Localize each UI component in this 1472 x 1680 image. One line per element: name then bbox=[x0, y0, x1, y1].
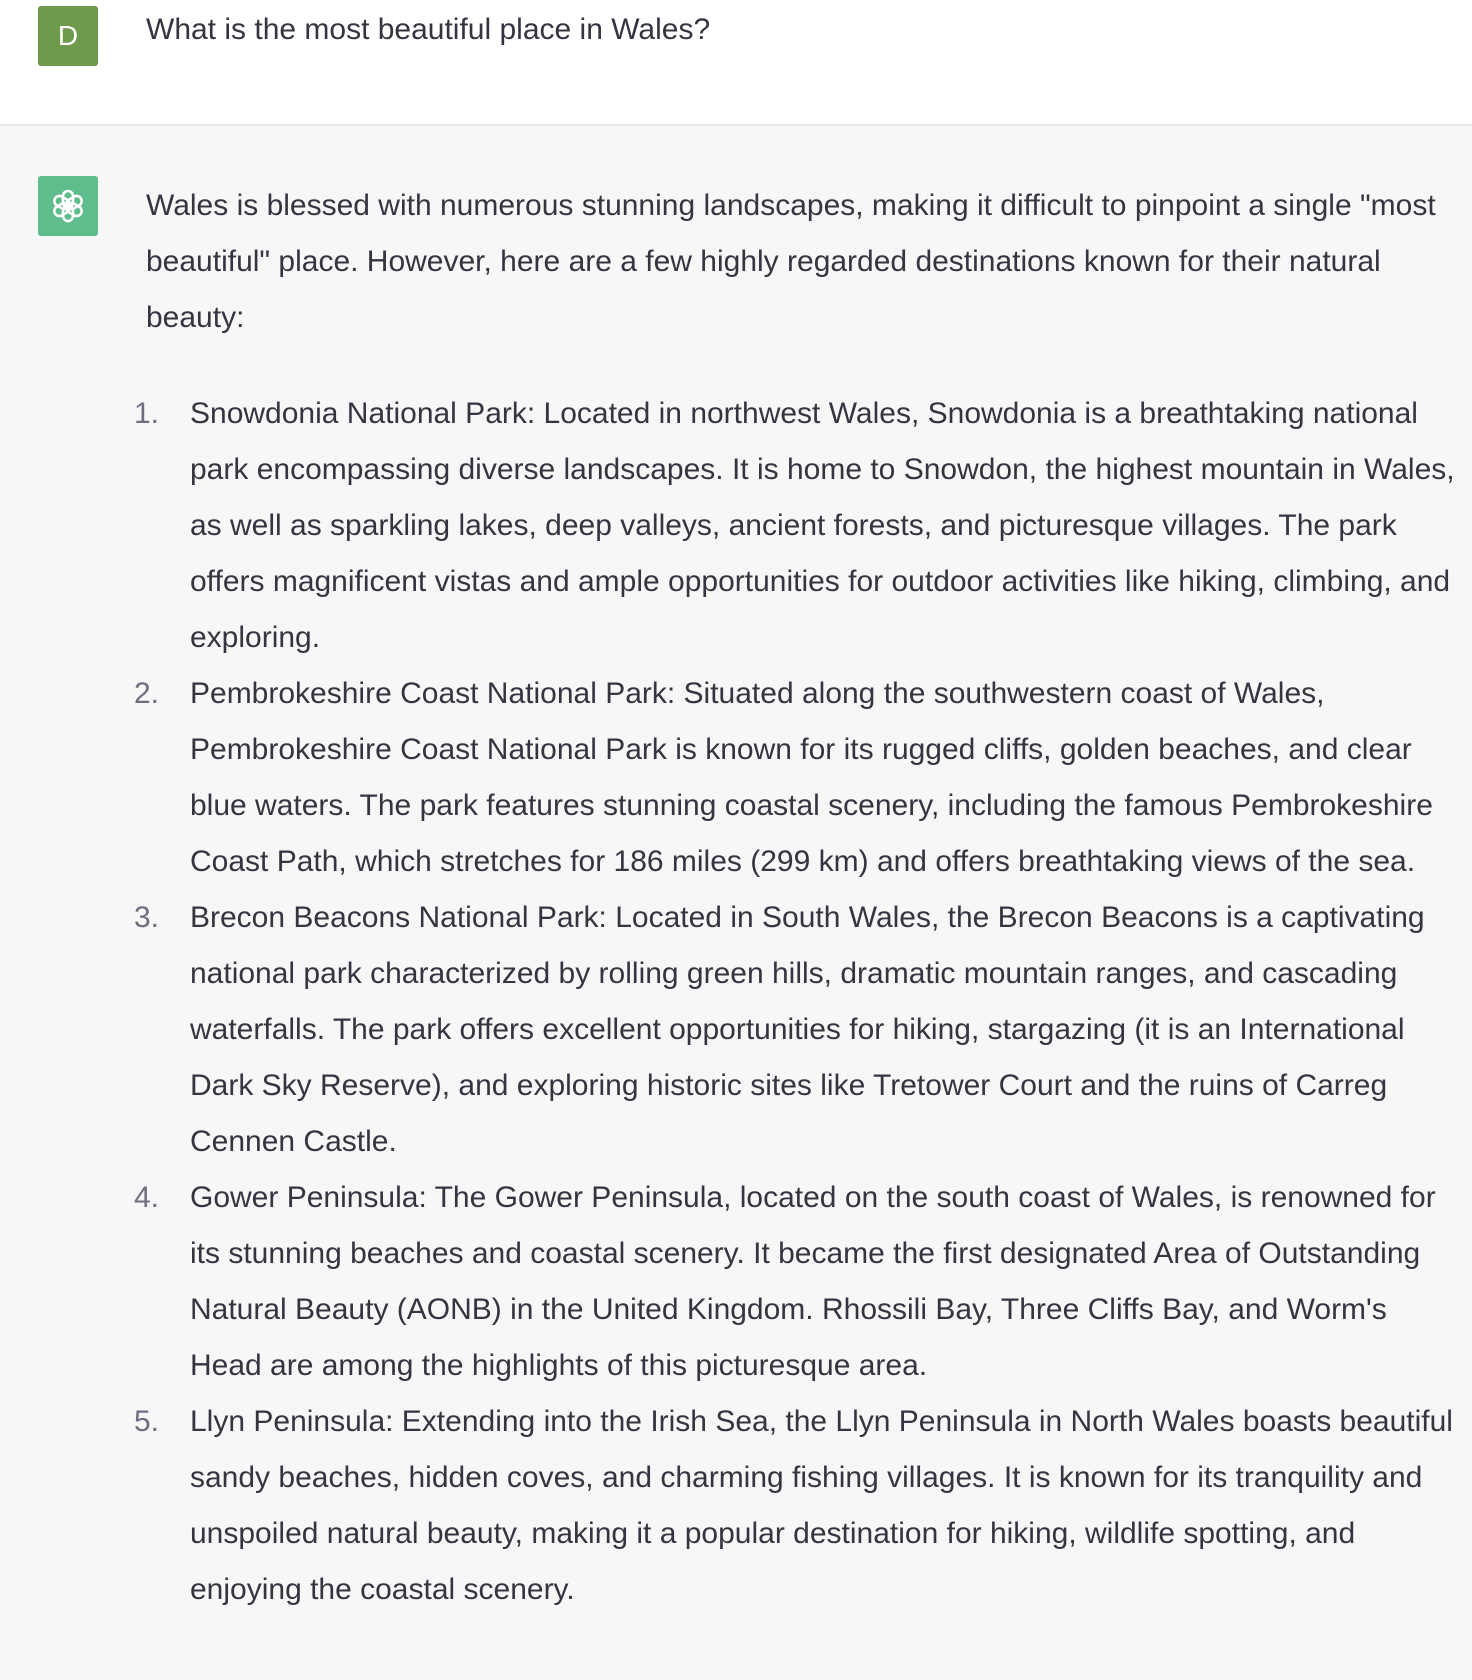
assistant-intro-paragraph: Wales is blessed with numerous stunning landscapes, making it difficult to pinpoint a single "most beautiful" place. However, here are a few highly regarded destinations known for their natural beauty: bbox=[146, 189, 1436, 334]
openai-logo-icon bbox=[48, 186, 88, 226]
list-item bbox=[134, 1394, 1456, 1618]
assistant-avatar bbox=[38, 176, 98, 236]
list-item bbox=[134, 386, 1456, 666]
places-list bbox=[134, 386, 1456, 1618]
list-item-number: 3. bbox=[134, 901, 160, 934]
list-item bbox=[134, 890, 1456, 1170]
list-item-text: Snowdonia National Park: Located in northwest Wales, Snowdonia is a breathtaking national park encompassing diverse landscapes. It is home to Snowdon, the highest mountain in Wales, as well as sparkling lakes, deep valleys, ancient forests, and picturesque villages. The park offers magnificent vistas and ample opportunities for outdoor activities like hiking, climbing, and exploring. bbox=[190, 397, 1455, 654]
user-message-row bbox=[0, 0, 1472, 126]
user-avatar: D bbox=[38, 6, 98, 66]
user-message-text: What is the most beautiful place in Wales? bbox=[146, 13, 711, 46]
list-item-text: Llyn Peninsula: Extending into the Irish Sea, the Llyn Peninsula in North Wales boasts beautiful sandy beaches, hidden coves, and charming fishing villages. It is known for its tranquility and unspoiled natural beauty, making it a popular destination for hiking, wildlife spotting, and enjoying the coastal scenery. bbox=[190, 1405, 1453, 1606]
list-item-number: 4. bbox=[134, 1181, 160, 1214]
assistant-message-content bbox=[134, 178, 1456, 1618]
assistant-message-row bbox=[0, 126, 1472, 1680]
list-item-number: 1. bbox=[134, 397, 160, 430]
list-item bbox=[134, 1170, 1456, 1394]
list-item-text: Brecon Beacons National Park: Located in South Wales, the Brecon Beacons is a captivating national park characterized by rolling green hills, dramatic mountain ranges, and cascading waterfalls. The park offers excellent opportunities for hiking, stargazing (it is an International Dark Sky Reserve), and exploring historic sites like Tretower Court and the ruins of Carreg Cennen Castle. bbox=[190, 901, 1425, 1158]
list-item-text: Gower Peninsula: The Gower Peninsula, located on the south coast of Wales, is renowned for its stunning beaches and coastal scenery. It became the first designated Area of Outstanding Natural Beauty (AONB) in the United Kingdom. Rhossili Bay, Three Cliffs Bay, and Worm's Head are among the highlights of this picturesque area. bbox=[190, 1181, 1436, 1382]
list-item-number: 2. bbox=[134, 677, 160, 710]
list-item-text: Pembrokeshire Coast National Park: Situated along the southwestern coast of Wales, Pembrokeshire Coast National Park is known for its rugged cliffs, golden beaches, and clear blue waters. The park features stunning coastal scenery, including the famous Pembrokeshire Coast Path, which stretches for 186 miles (299 km) and offers breathtaking views of the sea. bbox=[190, 677, 1433, 878]
list-item bbox=[134, 666, 1456, 890]
list-item-number: 5. bbox=[134, 1405, 160, 1438]
